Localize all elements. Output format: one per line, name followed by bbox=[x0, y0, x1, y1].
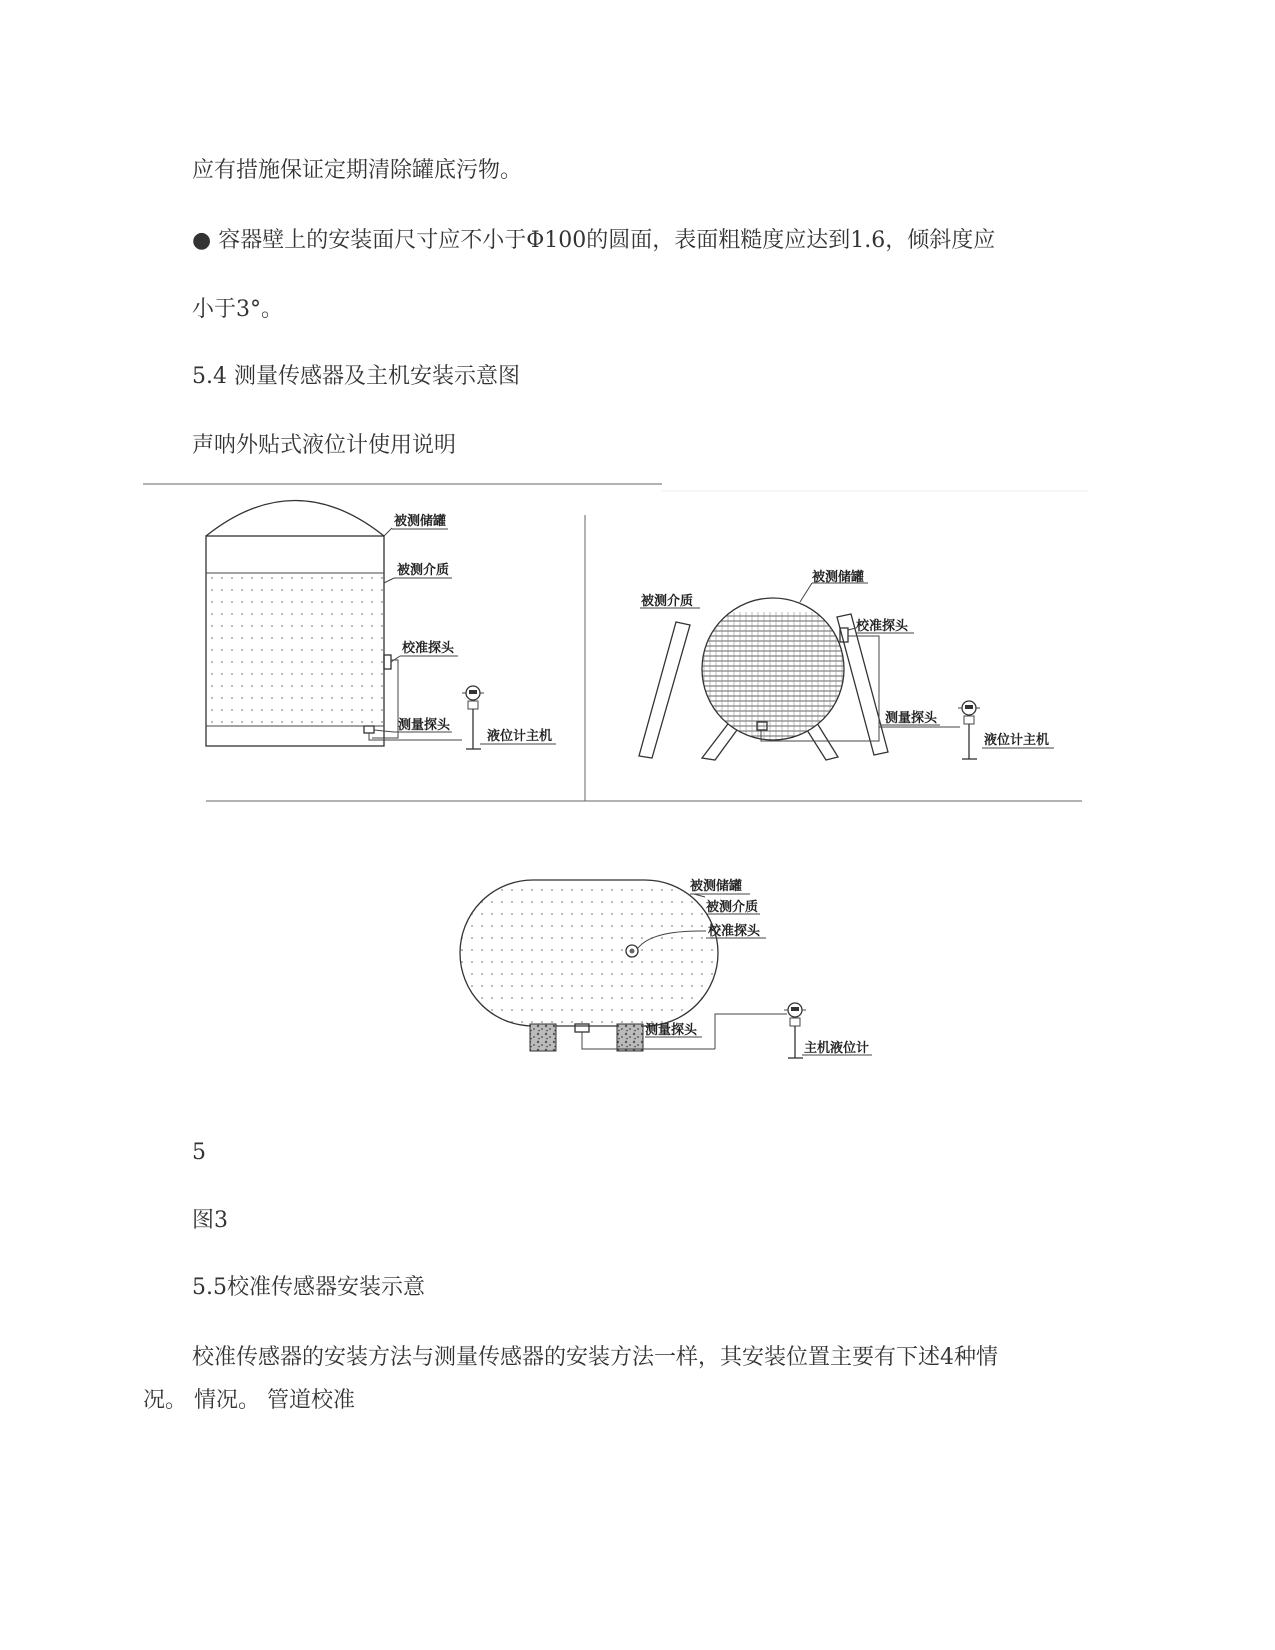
paragraph-1: 应有措施保证定期清除罐底污物。 bbox=[192, 158, 523, 183]
s-tank-label: 被测储罐 bbox=[812, 570, 865, 585]
section-heading-5-4: 5.4 测量传感器及主机安装示意图 bbox=[192, 364, 520, 389]
figure-caption: 图3 bbox=[192, 1208, 228, 1233]
v-calib-probe-label: 校准探头 bbox=[402, 641, 455, 656]
paragraph-2: ● 容器壁上的安装面尺寸应不小于Φ100的圆面，表面粗糙度应达到1.6，倾斜度应 bbox=[192, 228, 996, 253]
running-header: 声呐外贴式液位计使用说明 bbox=[192, 433, 457, 458]
paragraph-3: 小于3°。 bbox=[192, 297, 283, 322]
h-host-label: 主机液位计 bbox=[804, 1041, 870, 1056]
s-measure-probe-label: 测量探头 bbox=[885, 711, 938, 726]
h-tank-label: 被测储罐 bbox=[690, 879, 743, 894]
spherical-tank-figure bbox=[639, 569, 1054, 760]
page-number: 5 bbox=[192, 1140, 206, 1165]
paragraph-6-line-2: 况。 情况。 管道校准 bbox=[143, 1388, 355, 1413]
v-host-label: 液位计主机 bbox=[487, 729, 553, 744]
h-calib-probe-label: 校准探头 bbox=[708, 924, 761, 939]
s-calib-probe-label: 校准探头 bbox=[856, 619, 909, 634]
v-measure-probe-label: 测量探头 bbox=[398, 718, 451, 733]
v-medium-label: 被测介质 bbox=[397, 563, 450, 578]
h-medium-label: 被测介质 bbox=[706, 900, 759, 915]
v-tank-label: 被测储罐 bbox=[394, 514, 447, 529]
section-heading-5-5: 5.5校准传感器安装示意 bbox=[192, 1275, 425, 1300]
paragraph-6-line-1: 校准传感器的安装方法与测量传感器的安装方法一样，其安装位置主要有下述4种情 bbox=[192, 1345, 998, 1370]
s-host-label: 液位计主机 bbox=[984, 733, 1050, 748]
s-medium-label: 被测介质 bbox=[641, 594, 694, 609]
vertical-tank-figure bbox=[206, 501, 556, 750]
h-measure-probe-label: 测量探头 bbox=[645, 1023, 698, 1038]
horizontal-tank-figure bbox=[460, 878, 872, 1058]
